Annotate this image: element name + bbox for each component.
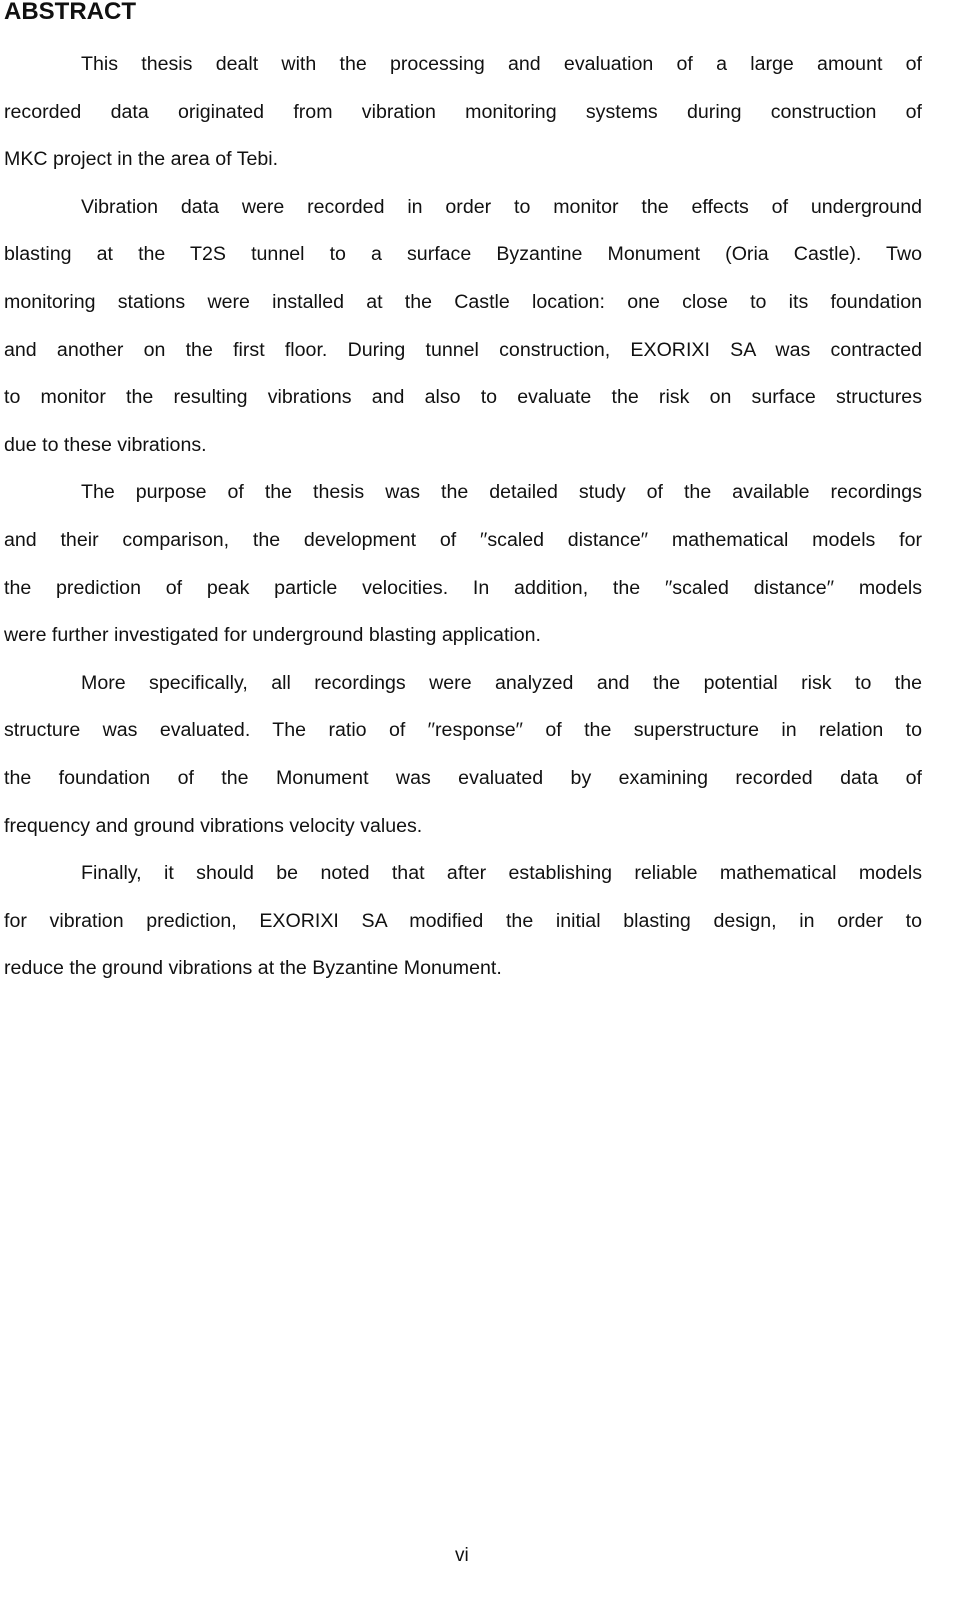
text-line: The purpose of the thesis was the detailed study of the available recordings [81, 481, 922, 504]
text-line: structure was evaluated. The ratio of ′′response′′ of the superstructure in relation to [4, 719, 922, 742]
text-line: for vibration prediction, EXORIXI SA modified the initial blasting design, in order to [4, 909, 922, 932]
text-line: blasting at the T2S tunnel to a surface Byzantine Monument (Oria Castle). Two [4, 243, 922, 266]
paragraph [4, 660, 922, 850]
page-number: vi [455, 1545, 469, 1566]
paragraph [4, 850, 922, 993]
paragraph [4, 41, 922, 184]
text-line: This thesis dealt with the processing and evaluation of a large amount of [81, 53, 922, 75]
text-line: were further investigated for underground blasting application. [4, 624, 541, 647]
paragraph [4, 469, 922, 659]
text-line: monitoring stations were installed at the Castle location: one close to its foundation [4, 290, 922, 313]
text-line: Vibration data were recorded in order to monitor the effects of underground [81, 195, 922, 218]
text-line: recorded data originated from vibration monitoring systems during construction of [4, 100, 922, 123]
paragraph [4, 184, 922, 470]
text-line: More specifically, all recordings were analyzed and the potential risk to the [81, 671, 922, 694]
text-line: reduce the ground vibrations at the Byzantine Monument. [4, 957, 502, 980]
abstract-body [4, 41, 922, 993]
text-line: and another on the first floor. During tunnel construction, EXORIXI SA was contracted [4, 338, 922, 361]
text-line: the prediction of peak particle velocities. In addition, the ′′scaled distance′′ models [4, 576, 922, 599]
text-line: and their comparison, the development of ′′scaled distance′′ mathematical models for [4, 528, 922, 551]
text-line: due to these vibrations. [4, 433, 207, 456]
text-line: MKC project in the area of Tebi. [4, 148, 279, 171]
text-line: to monitor the resulting vibrations and also to evaluate the risk on surface structures [4, 386, 922, 409]
text-line: the foundation of the Monument was evaluated by examining recorded data of [4, 766, 922, 789]
text-line: Finally, it should be noted that after establishing reliable mathematical models [81, 862, 922, 885]
text-line: frequency and ground vibrations velocity values. [4, 814, 423, 837]
abstract-heading: ABSTRACT [4, 0, 136, 25]
